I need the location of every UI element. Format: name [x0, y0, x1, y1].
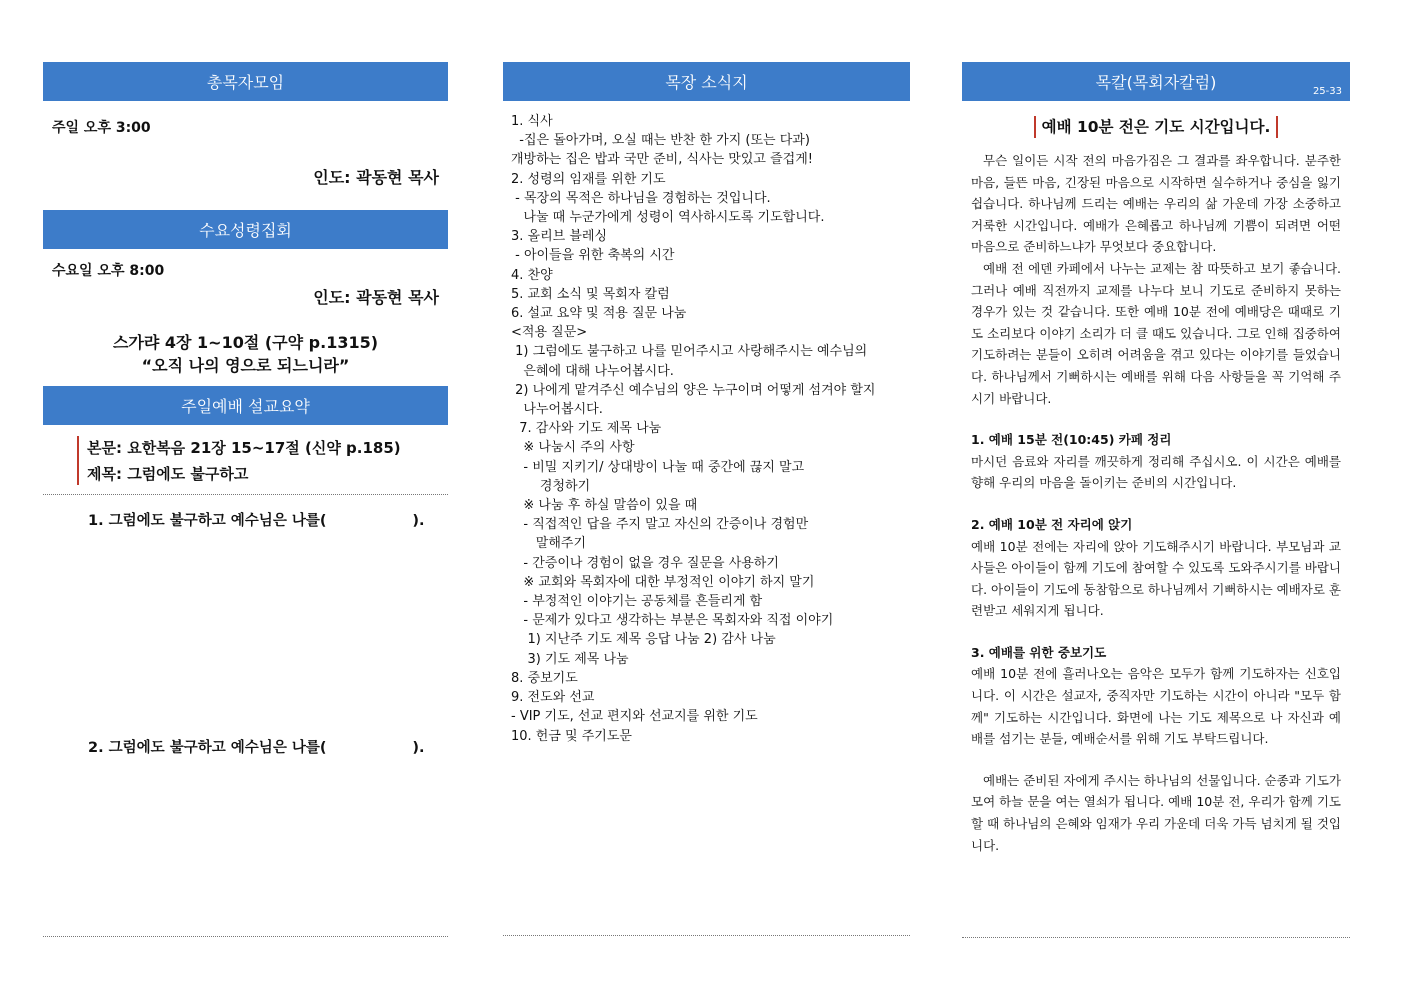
list-item: 6. 설교 요약 및 적용 질문 나눔: [511, 306, 687, 322]
list-item: ※ 나눔시 주의 사항: [511, 440, 635, 456]
section-title: 총목자모임: [206, 73, 285, 92]
list-item: - 직접적인 답을 주지 말고 자신의 간증이나 경험만: [511, 517, 809, 533]
subheading: 2. 예배 10분 전 자리에 앉기: [971, 516, 1133, 532]
list-item: - 부정적인 이야기는 공동체를 흔들리게 함: [511, 594, 763, 610]
sermon-text-reference: 본문: 요한복음 21장 15~17절 (신약 p.185): [87, 439, 401, 457]
list-item: - VIP 기도, 선교 편지와 선교지를 위한 기도: [511, 709, 758, 725]
section-header-wednesday-service: [43, 210, 448, 249]
list-item: 3) 기도 제목 나눔: [511, 651, 629, 667]
meeting-leader: 인도: 곽동현 목사: [313, 168, 439, 187]
paragraph: 예배는 준비된 자에게 주시는 하나님의 선물입니다. 순종과 기도가 모여 하늘 문을 여는 열쇠가 됩니다. 예배 10분 전, 우리가 함께 기도할 때 하나님의 은혜와 임재가 우리 가운데 더욱 가득 넘치게 될 것입니다.: [971, 772, 1341, 853]
paragraph: 예배 10분 전에는 자리에 앉아 기도해주시기 바랍니다. 부모님과 교사들은 아이들이 함께 기도에 참여할 수 있도록 도와주시기를 바랍니다. 아이들이 기도에 동참함으로 하나님께서 기뻐하시는 예배자로 훈련받고 세워지게 됩니다.: [971, 538, 1341, 619]
headline-wrap: [962, 116, 1350, 138]
list-item: 나눌 때 누군가에게 성령이 역사하시도록 기도합니다.: [511, 210, 825, 226]
sermon-question-2: 2. 그럼에도 불구하고 예수님은 나를( ).: [88, 740, 425, 756]
accent-bar: [77, 436, 79, 485]
list-item: 나누어봅시다.: [511, 402, 603, 418]
section-header-sermon-summary: [43, 386, 448, 425]
column-body: [971, 150, 1341, 856]
list-item: 1. 식사: [511, 114, 553, 129]
list-item: - 문제가 있다고 생각하는 부분은 목회자와 직접 이야기: [511, 613, 834, 629]
list-item: 5. 교회 소식 및 목회자 칼럼: [511, 286, 670, 302]
column-headline: 예배 10분 전은 기도 시간입니다.: [1034, 116, 1279, 138]
list-item: 2. 성령의 임재를 위한 기도: [511, 171, 666, 187]
section-title: 주일예배 설교요약: [181, 397, 310, 416]
divider: [43, 936, 448, 937]
section-header-cell-news: [503, 62, 910, 101]
list-item: <적용 질문>: [511, 325, 588, 341]
scripture-reference: 스가랴 4장 1~10절 (구약 p.1315): [112, 333, 379, 352]
list-item: ※ 교회와 목회자에 대한 부정적인 이야기 하지 말기: [511, 574, 815, 590]
section-title: 수요성령집회: [199, 221, 292, 240]
list-item: - 비밀 지키기/ 상대방이 나눌 때 중간에 끊지 말고: [511, 459, 805, 475]
meeting-time: 주일 오후 3:00: [52, 120, 151, 136]
list-item: 10. 헌금 및 주기도문: [511, 728, 632, 744]
list-item: 1) 그럼에도 불구하고 나를 믿어주시고 사랑해주시는 예수님의: [511, 344, 868, 360]
sermon-question-1: 1. 그럼에도 불구하고 예수님은 나를( ).: [88, 513, 425, 529]
list-item: 2) 나에게 맡겨주신 예수님의 양은 누구이며 어떻게 섬겨야 할지: [511, 382, 876, 398]
list-item: 4. 찬양: [511, 267, 553, 283]
list-item: 7. 감사와 기도 제목 나눔: [511, 421, 662, 437]
section-title: 목장 소식지: [665, 73, 748, 92]
cell-news-list: [511, 112, 910, 746]
paragraph: 마시던 음료와 자리를 깨끗하게 정리해 주십시오. 이 시간은 예배를 향해 우리의 마음을 돌이키는 준비의 시간입니다.: [971, 453, 1341, 491]
list-item: 개방하는 집은 밥과 국만 준비, 식사는 맛있고 즐겁게!: [511, 152, 813, 168]
list-item: 1) 지난주 기도 제목 응답 나눔 2) 감사 나눔: [511, 632, 776, 648]
right-column: [962, 62, 1350, 853]
list-item: - 간증이나 경험이 없을 경우 질문을 사용하기: [511, 555, 779, 571]
section-header-pastor-column: [962, 62, 1350, 101]
list-item: 8. 중보기도: [511, 670, 578, 686]
middle-column: [503, 62, 910, 744]
list-item: ※ 나눔 후 하실 말씀이 있을 때: [511, 498, 698, 514]
list-item: 은혜에 대해 나누어봅시다.: [511, 363, 674, 379]
list-item: 9. 전도와 선교: [511, 690, 595, 706]
issue-number: 25-33: [1312, 86, 1342, 97]
subheading: 3. 예배를 위한 중보기도: [971, 644, 1107, 660]
divider: [503, 935, 910, 936]
section-title: 목칼(목회자칼럼): [1095, 73, 1217, 92]
paragraph: 무슨 일이든 시작 전의 마음가짐은 그 결과를 좌우합니다. 분주한 마음, 들뜬 마음, 긴장된 마음으로 시작하면 실수하거나 중심을 잃기 쉽습니다. 하나님께 드리는 예배는 우리의 삶 가운데 가장 소중하고 거룩한 시간입니다. 예배가 은혜롭고 하나님께 기쁨이 되려면 어떤 마음으로 준비하느냐가 무엇보다 중요합니다.: [971, 153, 1341, 255]
list-item: 말해주기: [511, 536, 587, 552]
left-column: [43, 62, 448, 756]
wednesday-leader: 인도: 곽동현 목사: [313, 288, 439, 307]
section-header-pastors-meeting: [43, 62, 448, 101]
sermon-title: 제목: 그럼에도 불구하고: [87, 465, 249, 483]
divider: [962, 937, 1350, 938]
divider: [43, 494, 448, 495]
wednesday-time: 수요일 오후 8:00: [52, 263, 165, 279]
list-item: - 아이들을 위한 축복의 시간: [511, 248, 675, 264]
list-item: - 목장의 목적은 하나님을 경험하는 것입니다.: [511, 190, 771, 206]
list-item: -집은 돌아가며, 오실 때는 반찬 한 가지 (또는 다과): [511, 133, 810, 149]
subheading: 1. 예배 15분 전(10:45) 카페 정리: [971, 432, 1172, 448]
paragraph: 예배 10분 전에 흘러나오는 음악은 모두가 함께 기도하자는 신호입니다. 이 시간은 설교자, 중직자만 기도하는 시간이 아니라 "모두 함께" 기도하는 시간입니다. 화면에 나는 기도 제목으로 나 자신과 예배를 섬기는 분들, 예배순서를 위해 기도 부탁드립니다.: [971, 666, 1341, 747]
list-item: 3. 올리브 블레싱: [511, 229, 608, 245]
paragraph: 예배 전 에덴 카페에서 나누는 교제는 참 따뜻하고 보기 좋습니다. 그러나 예배 직전까지 교제를 나누다 보니 기도로 준비하지 못하는 경우가 있는 것 같습니다. 또한 예배 10분 전에 예배당은 때때로 기도 소리보다 이야기 소리가 더 클 때도 있습니다. 그로 인해 집중하여 기도하려는 분들이 오히려 어려움을 겪고 있다는 이야기를 들었습니다. 하나님께서 기뻐하시는 예배를 위해 다음 사항들을 꼭 기억해 주시기 바랍니다.: [971, 260, 1341, 406]
list-item: 경청하기: [511, 478, 591, 494]
scripture-quote: “오직 나의 영으로 되느니라”: [141, 356, 350, 375]
